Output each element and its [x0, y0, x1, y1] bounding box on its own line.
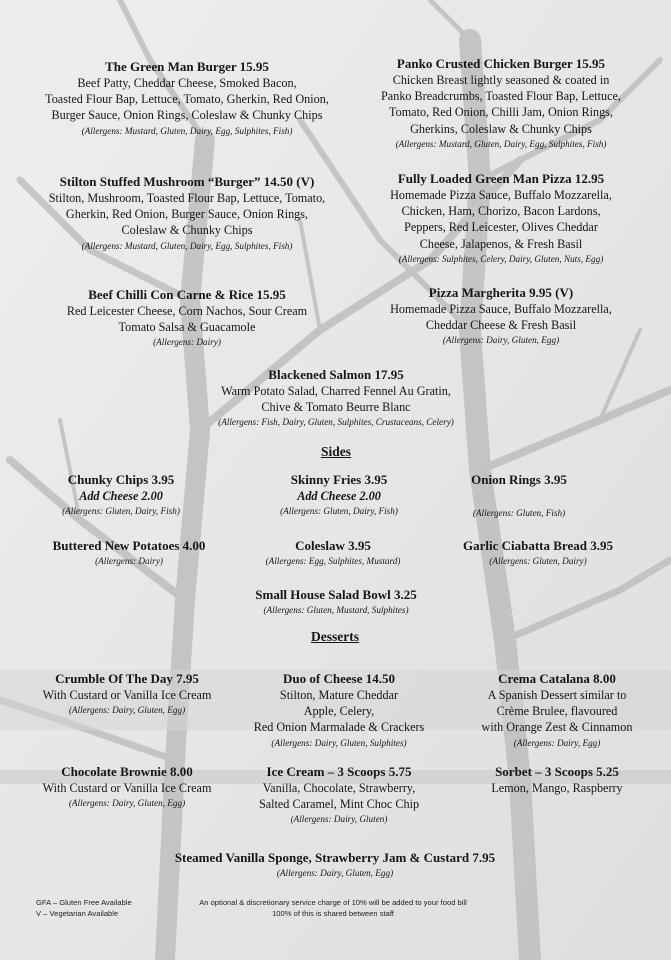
side-chunky-chips: [18, 471, 224, 518]
item-allergens: (Allergens: Mustard, Gluten, Dairy, Egg, Sulphites, Fish): [81, 125, 293, 136]
item-allergens: (Allergens: Gluten, Mustard, Sulphites): [263, 605, 409, 615]
item-description: Homemade Pizza Sauce, Buffalo Mozzarella,: [390, 302, 612, 316]
menu-item-green-man-burger: [38, 58, 336, 138]
staff-share-note: 100% of this is shared between staff: [272, 909, 394, 918]
item-description: Toasted Flour Bap, Lettuce, Tomato, Gherkin, Red Onion,: [45, 92, 329, 107]
item-title: Garlic Ciabatta Bread 3.95: [463, 538, 613, 553]
item-title: Chocolate Brownie 8.00: [61, 764, 193, 779]
item-description: Tomato, Red Onion, Chilli Jam, Onion Rings,: [389, 105, 613, 120]
gfa-note: GFA – Gluten Free Available: [36, 898, 132, 907]
item-description: A Spanish Dessert similar to: [487, 688, 627, 702]
item-title: Buttered New Potatoes 4.00: [52, 538, 206, 553]
item-allergens: (Allergens: Dairy): [153, 337, 221, 348]
item-allergens: (Allergens: Sulphites, Celery, Dairy, Gluten, Nuts, Egg): [398, 253, 604, 264]
item-description: Beef Patty, Cheddar Cheese, Smoked Bacon,: [77, 76, 297, 90]
item-description: With Custard or Vanilla Ice Cream: [42, 781, 212, 795]
item-description: Gherkin, Red Onion, Burger Sauce, Onion Rings,: [65, 207, 309, 222]
item-allergens: (Allergens: Dairy, Gluten, Sulphites): [271, 737, 407, 748]
side-buttered-potatoes: [18, 537, 240, 568]
item-title: Crumble Of The Day 7.95: [55, 671, 199, 686]
item-title: The Green Man Burger 15.95: [105, 59, 269, 74]
item-description: Chicken, Ham, Chorizo, Bacon Lardons,: [401, 204, 601, 219]
item-allergens: (Allergens: Gluten, Dairy): [489, 556, 587, 566]
dessert-crumble: [22, 670, 232, 717]
item-description: Cheese, Jalapenos, & Fresh Basil: [419, 236, 583, 251]
menu-item-panko-chicken-burger: [362, 55, 640, 151]
item-description: with Orange Zest & Cinnamon: [481, 720, 633, 735]
side-onion-rings: [420, 471, 618, 520]
item-description: Salted Caramel, Mint Choc Chip: [258, 797, 420, 812]
item-description: Chive & Tomato Beurre Blanc: [261, 400, 411, 415]
item-allergens: (Allergens: Mustard, Gluten, Dairy, Egg, Sulphites, Fish): [81, 240, 293, 251]
desserts-heading: Desserts: [311, 629, 359, 644]
side-skinny-fries: [236, 471, 442, 518]
item-allergens: (Allergens: Gluten, Fish): [472, 508, 566, 518]
item-description: Tomato Salsa & Guacamole: [118, 320, 256, 335]
item-description: Panko Breadcrumbs, Toasted Flour Bap, Lettuce,: [381, 89, 621, 104]
item-description: Red Onion Marmalade & Crackers: [253, 720, 425, 735]
item-description: Red Leicester Cheese, Corn Nachos, Sour Cream: [66, 304, 308, 318]
menu-item-loaded-pizza: [362, 170, 640, 266]
item-allergens: (Allergens: Dairy): [95, 556, 163, 566]
item-title: Blackened Salmon 17.95: [268, 367, 404, 382]
item-allergens: (Allergens: Dairy, Gluten): [290, 814, 388, 825]
dessert-chocolate-brownie: [22, 763, 232, 810]
item-allergens: (Allergens: Egg, Sulphites, Mustard): [265, 556, 401, 566]
dessert-vanilla-sponge: [150, 849, 520, 880]
item-description: Chicken Breast lightly seasoned & coated in: [392, 73, 610, 87]
item-allergens: (Allergens: Dairy, Egg): [513, 737, 601, 748]
item-title: Chunky Chips 3.95: [67, 472, 175, 487]
item-title: Skinny Fries 3.95: [290, 472, 388, 487]
menu-item-beef-chilli: [28, 286, 346, 349]
footer-legend: [36, 897, 132, 919]
item-allergens: (Allergens: Gluten, Dairy, Fish): [280, 506, 398, 517]
item-addon: Add Cheese 2.00: [79, 489, 163, 503]
item-title: Sorbet – 3 Scoops 5.25: [495, 764, 619, 779]
service-charge-note: An optional & discretionary service charge of 10% will be added to your food bill: [199, 898, 467, 907]
dessert-ice-cream: [232, 763, 446, 826]
footer-service-charge: [168, 897, 498, 919]
item-description: Stilton, Mature Cheddar: [279, 688, 399, 702]
sides-heading: Sides: [320, 444, 351, 459]
side-coleslaw: [236, 537, 430, 568]
item-description: Burger Sauce, Onion Rings, Coleslaw & Chunky Chips: [51, 108, 323, 123]
item-description: With Custard or Vanilla Ice Cream: [42, 688, 212, 702]
menu-item-pizza-margherita: [362, 284, 640, 347]
item-allergens: (Allergens: Dairy, Gluten, Egg): [442, 335, 560, 346]
item-description: Peppers, Red Leicester, Olives Cheddar: [404, 220, 598, 235]
item-description: Lemon, Mango, Raspberry: [491, 781, 623, 795]
menu-item-blackened-salmon: [166, 366, 506, 429]
dessert-duo-cheese: [232, 670, 446, 750]
item-description: Coleslaw & Chunky Chips: [121, 223, 253, 238]
item-title: Crema Catalana 8.00: [498, 671, 616, 686]
item-description: Crème Brulee, flavoured: [496, 704, 618, 719]
menu-item-stilton-mushroom: [28, 173, 346, 253]
item-allergens: (Allergens: Dairy, Gluten, Egg): [68, 798, 186, 809]
item-title: Duo of Cheese 14.50: [283, 671, 395, 686]
item-title: Fully Loaded Green Man Pizza 12.95: [397, 171, 605, 186]
item-description: Warm Potato Salad, Charred Fennel Au Gratin,: [221, 384, 451, 398]
side-garlic-ciabatta: [420, 537, 656, 568]
side-house-salad: [206, 586, 466, 617]
item-description: Vanilla, Chocolate, Strawberry,: [262, 781, 416, 795]
item-title: Steamed Vanilla Sponge, Strawberry Jam & Custard 7.95: [174, 850, 496, 865]
item-allergens: (Allergens: Dairy, Gluten, Egg): [276, 868, 394, 878]
item-description: Gherkins, Coleslaw & Chunky Chips: [410, 121, 592, 136]
item-title: Onion Rings 3.95: [471, 472, 567, 487]
item-allergens: (Allergens: Dairy, Gluten, Egg): [68, 705, 186, 716]
item-description: Homemade Pizza Sauce, Buffalo Mozzarella,: [390, 188, 612, 202]
item-title: Beef Chilli Con Carne & Rice 15.95: [88, 287, 286, 302]
item-description: Apple, Celery,: [303, 704, 375, 719]
dessert-sorbet: [462, 763, 652, 796]
item-addon: Add Cheese 2.00: [297, 489, 381, 503]
item-title: Panko Crusted Chicken Burger 15.95: [396, 56, 606, 71]
item-title: Ice Cream – 3 Scoops 5.75: [266, 764, 412, 779]
vegetarian-note: V – Vegetarian Available: [36, 909, 119, 918]
item-description: Cheddar Cheese & Fresh Basil: [425, 318, 577, 333]
item-description: Stilton, Mushroom, Toasted Flour Bap, Lettuce, Tomato,: [48, 191, 326, 205]
item-title: Coleslaw 3.95: [295, 538, 371, 553]
item-title: Stilton Stuffed Mushroom “Burger” 14.50 (V): [59, 174, 315, 189]
item-title: Pizza Margherita 9.95 (V): [428, 285, 574, 300]
item-allergens: (Allergens: Gluten, Dairy, Fish): [62, 506, 180, 517]
item-title: Small House Salad Bowl 3.25: [255, 587, 417, 602]
item-allergens: (Allergens: Fish, Dairy, Gluten, Sulphites, Crustaceans, Celery): [218, 417, 454, 428]
dessert-crema-catalana: [462, 670, 652, 750]
item-allergens: (Allergens: Mustard, Gluten, Dairy, Egg, Sulphites, Fish): [395, 138, 607, 149]
